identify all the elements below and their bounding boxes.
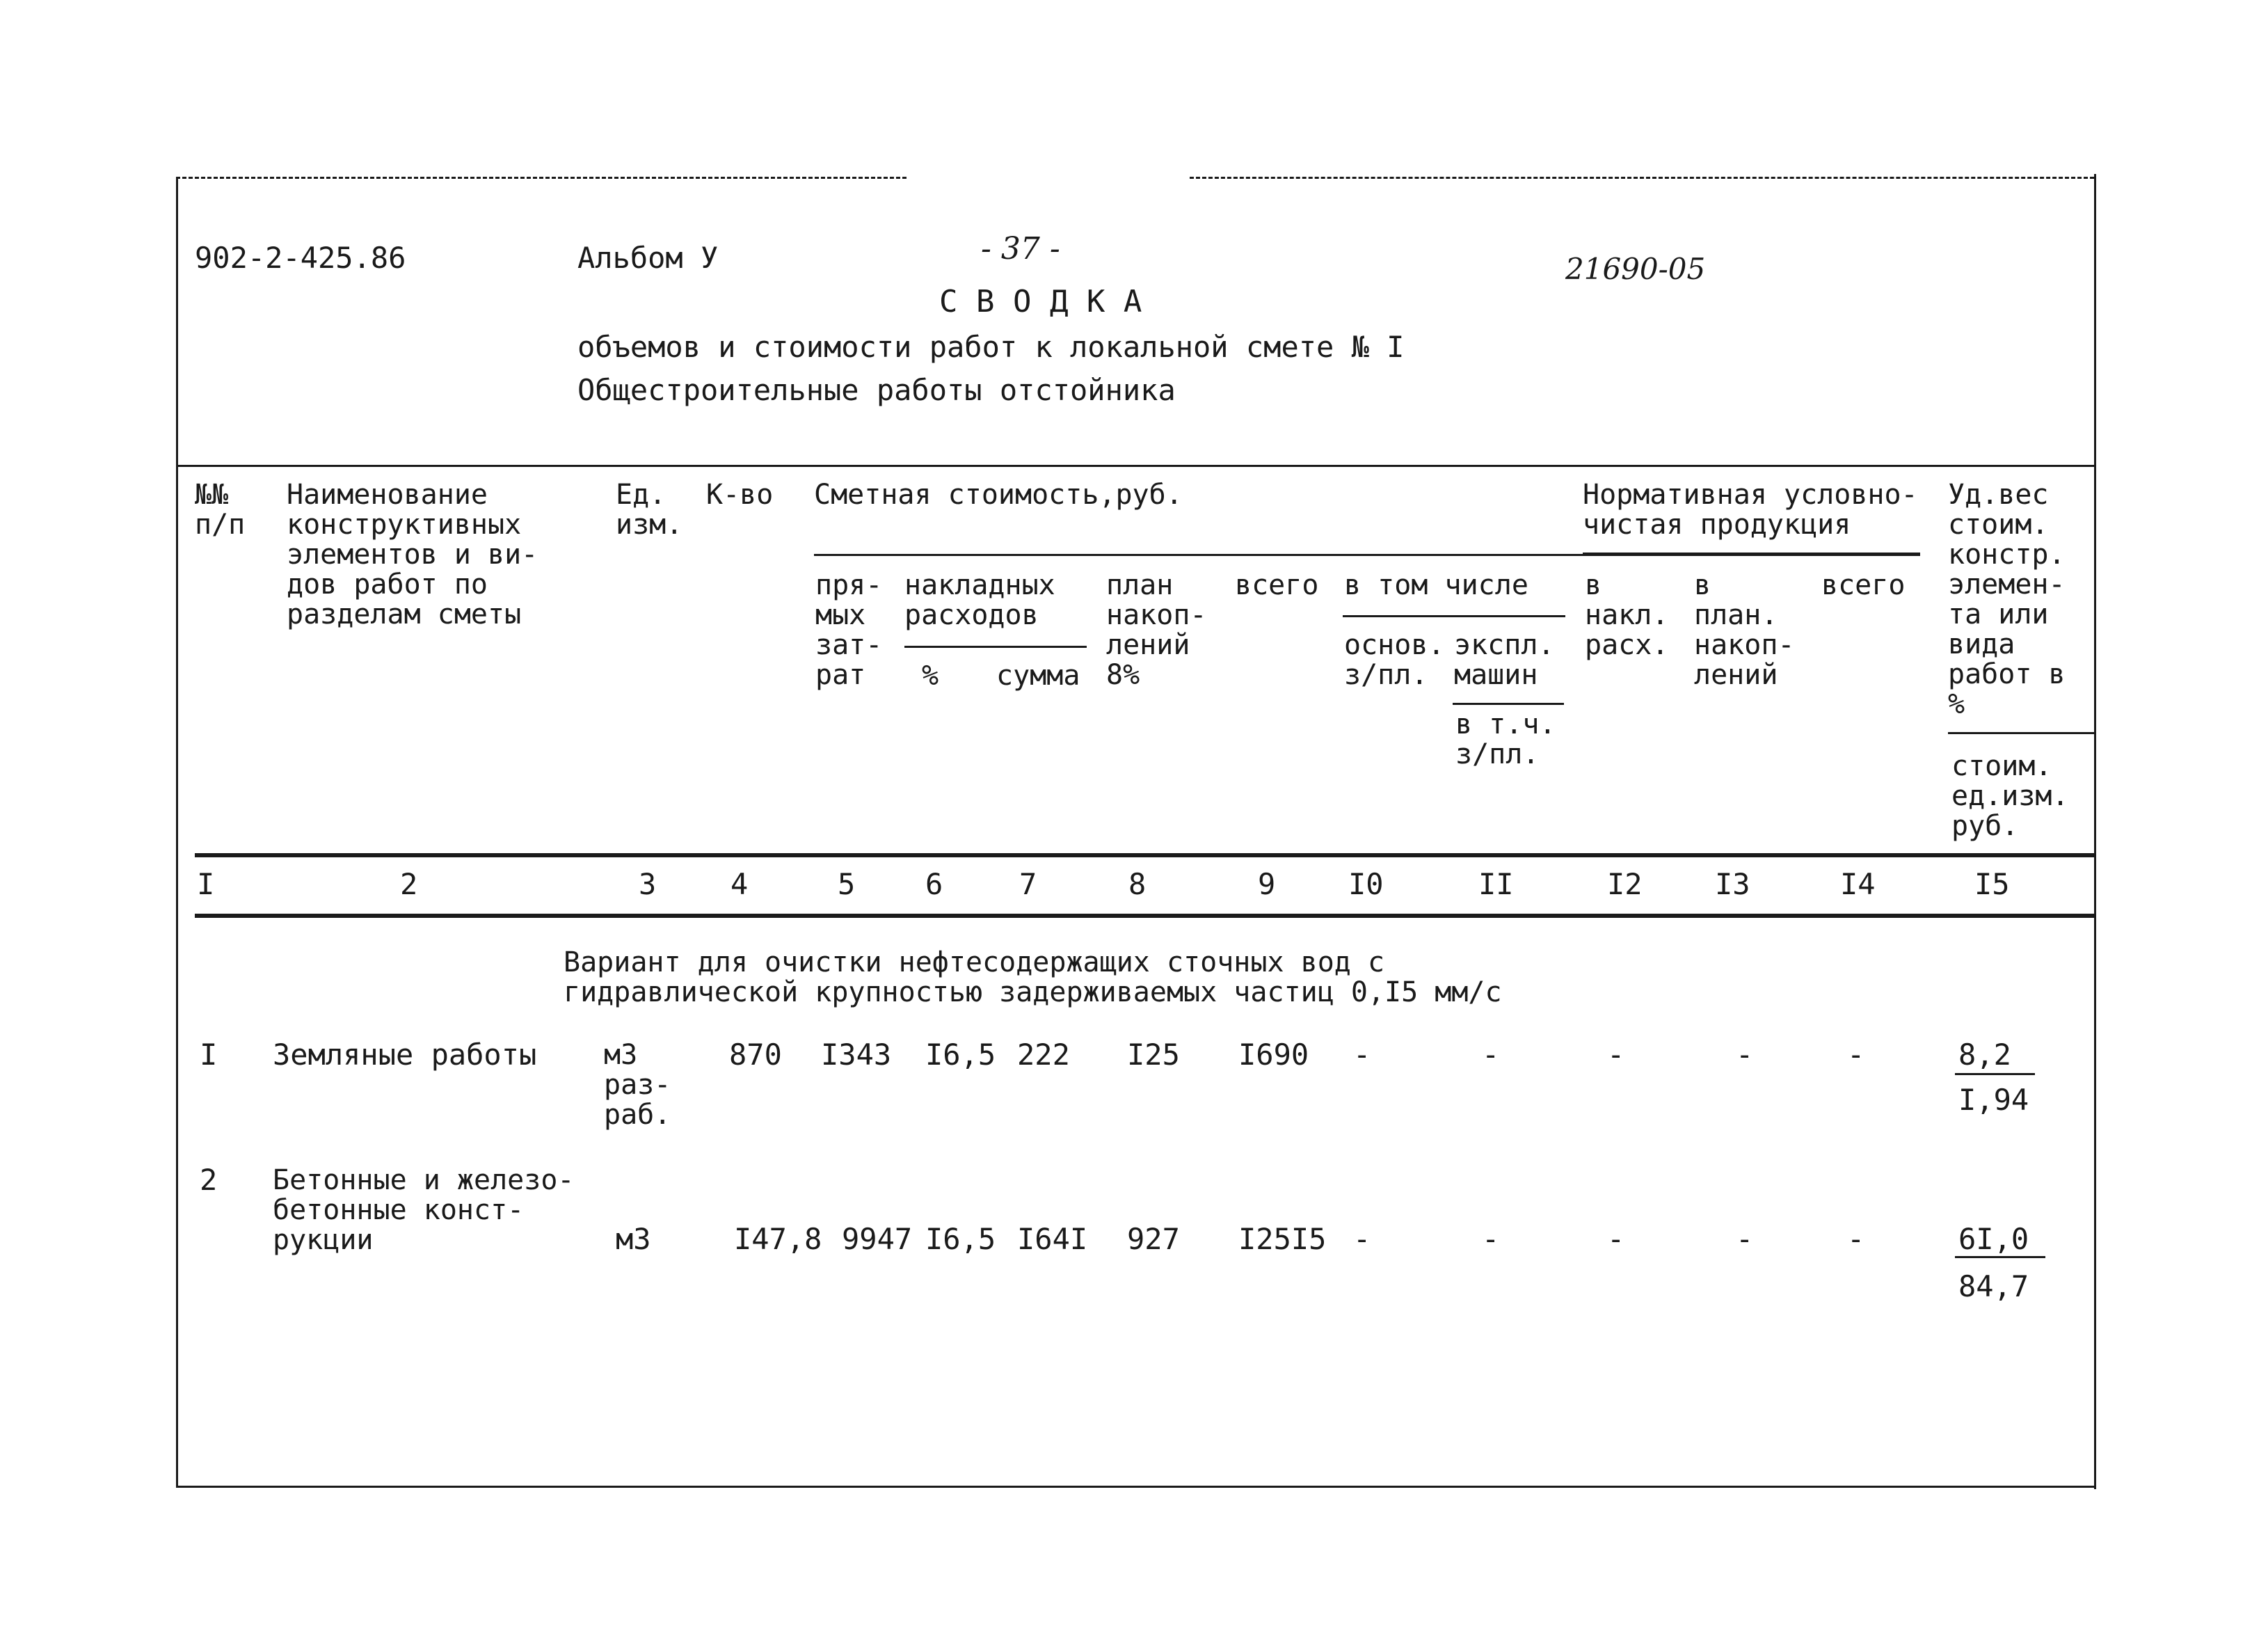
header-norm-plan: в план. накоп- лений — [1694, 569, 1795, 691]
row2-share: 6I,0 — [1958, 1222, 2029, 1256]
column-number-5: 5 — [838, 867, 856, 901]
header-base-pay: основ. з/пл. — [1344, 629, 1445, 691]
header-quantity: К-во — [706, 479, 774, 511]
row2-unit: м3 — [616, 1222, 651, 1256]
column-number-6: 6 — [925, 867, 943, 901]
row1-norm-plan: - — [1736, 1038, 1754, 1072]
row2-base-pay: - — [1353, 1222, 1371, 1256]
column-number-13: I3 — [1715, 867, 1750, 901]
header-element-name: Наименование конструктивных элементов и ви- дов работ по разделам сметы — [287, 479, 538, 630]
header-norm-group: Нормативная условно- чистая продукция — [1583, 479, 1918, 541]
row1-plan: I25 — [1127, 1038, 1180, 1072]
header-total: всего — [1235, 569, 1319, 601]
row2-direct: 9947 — [842, 1222, 913, 1256]
subtitle-line-2: Общестроительные работы отстойника — [577, 373, 1176, 407]
header-unit: Ед. изм. — [616, 479, 683, 541]
header-machines-pay: в т.ч. з/пл. — [1455, 708, 1556, 770]
row2-plan: 927 — [1127, 1222, 1180, 1256]
row2-quantity: I47,8 — [734, 1222, 822, 1256]
row2-machines: - — [1482, 1222, 1500, 1256]
row1-unit: м3 раз- раб. — [604, 1039, 671, 1131]
row2-number: 2 — [200, 1163, 218, 1197]
subtitle-line-1: объемов и стоимости работ к локальной смете № I — [577, 330, 1405, 364]
header-cost-group: Сметная стоимость,руб. — [814, 479, 1183, 511]
incl-group-rule — [1343, 615, 1565, 617]
row1-norm-overhead: - — [1607, 1038, 1625, 1072]
row2-name: Бетонные и железо- бетонные конст- рукции — [273, 1164, 575, 1256]
row1-quantity: 870 — [729, 1038, 782, 1072]
frame-top-line-right — [1190, 177, 2094, 179]
row1-direct: I343 — [821, 1038, 892, 1072]
header-norm-overhead: в накл. расх. — [1585, 569, 1669, 661]
header-direct-costs: пря- мых зат- рат — [815, 569, 883, 691]
column-number-1: I — [197, 867, 215, 901]
frame-bottom-line — [176, 1486, 2096, 1488]
frame-right-line — [2094, 174, 2096, 1489]
variant-heading: Вариант для очистки нефтесодержащих сточных вод с гидравлической крупностью задерживаемых частиц 0,I5 мм/с — [564, 946, 1502, 1008]
column-number-14: I4 — [1840, 867, 1876, 901]
album-label: Альбом У — [577, 241, 719, 275]
row1-share-rule — [1955, 1073, 2035, 1075]
share-split-rule — [1948, 732, 2094, 734]
table-top-rule — [176, 465, 2094, 467]
header-incl-group: в том числе — [1344, 569, 1528, 601]
header-plan: план накоп- лений 8% — [1106, 569, 1207, 691]
header-norm-total: всего — [1821, 569, 1906, 601]
row2-overhead-sum: I64I — [1017, 1222, 1088, 1256]
row2-norm-overhead: - — [1607, 1222, 1625, 1256]
column-number-2: 2 — [400, 867, 418, 901]
doc-number: 902-2-425.86 — [195, 241, 406, 275]
row2-total: I25I5 — [1238, 1222, 1327, 1256]
row1-number: I — [200, 1038, 218, 1072]
machines-sub-rule — [1453, 703, 1564, 705]
header-machines: экспл. машин — [1454, 629, 1555, 691]
column-number-15: I5 — [1974, 867, 2010, 901]
header-row-number: №№ п/п — [195, 479, 246, 541]
column-number-7: 7 — [1019, 867, 1037, 901]
column-number-9: 9 — [1258, 867, 1276, 901]
page-title: С В О Д К А — [939, 284, 1142, 319]
column-number-3: 3 — [639, 867, 657, 901]
row2-norm-plan: - — [1736, 1222, 1754, 1256]
row2-unit-cost: 84,7 — [1958, 1269, 2029, 1303]
doc-code: 21690-05 — [1565, 252, 1706, 286]
header-overhead-percent: % — [922, 660, 939, 692]
row1-unit-cost: I,94 — [1958, 1083, 2029, 1117]
column-number-12: I2 — [1607, 867, 1643, 901]
row1-norm-total: - — [1847, 1038, 1865, 1072]
norm-group-rule — [1583, 553, 1920, 555]
frame-top-line-left — [176, 177, 907, 179]
row2-overhead-percent: I6,5 — [925, 1222, 996, 1256]
overhead-group-rule — [904, 646, 1087, 648]
header-unit-cost: стоим. ед.изм. руб. — [1951, 750, 2069, 842]
column-number-11: II — [1478, 867, 1514, 901]
column-number-10: I0 — [1348, 867, 1384, 901]
column-number-8: 8 — [1128, 867, 1147, 901]
column-numbers-rule — [195, 914, 2094, 918]
row1-total: I690 — [1238, 1038, 1309, 1072]
row1-machines: - — [1482, 1038, 1500, 1072]
row1-name: Земляные работы — [273, 1038, 537, 1072]
frame-left-line — [176, 177, 178, 1487]
column-number-4: 4 — [730, 867, 749, 901]
row1-share: 8,2 — [1958, 1038, 2011, 1072]
row2-norm-total: - — [1847, 1222, 1865, 1256]
header-bottom-rule — [195, 853, 2094, 857]
header-overhead-sum: сумма — [996, 660, 1080, 692]
row1-base-pay: - — [1353, 1038, 1371, 1072]
row1-overhead-sum: 222 — [1017, 1038, 1070, 1072]
header-overhead-group: накладных расходов — [904, 569, 1055, 631]
header-share: Уд.вес стоим. констр. элемен- та или вида работ в % — [1948, 479, 2066, 720]
row2-share-rule — [1955, 1256, 2045, 1258]
row1-overhead-percent: I6,5 — [925, 1038, 996, 1072]
page-number: - 37 - — [981, 231, 1060, 267]
